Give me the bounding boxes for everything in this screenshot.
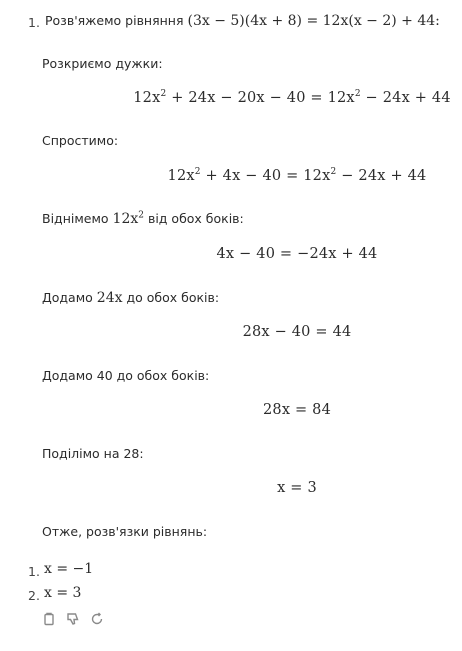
- solution-value-2: x = 3: [44, 585, 82, 601]
- step-number: 1.: [28, 15, 40, 30]
- equation-add24: 28x − 40 = 44: [242, 324, 352, 340]
- regenerate-icon[interactable]: [90, 612, 104, 626]
- add40-label: Додамо 40 до обох боків:: [42, 368, 210, 383]
- add24-label: Додамо 24x до обох боків:: [42, 290, 220, 306]
- subtract-label: Віднімемо $12x^2$ від обох боків:: [42, 210, 244, 227]
- solution-number-2: 2.: [28, 588, 40, 603]
- message-actions: [42, 612, 104, 626]
- step-intro-equation: (3x − 5)(4x + 8) = 12x(x − 2) + 44:: [187, 13, 440, 29]
- divide-label: Поділімо на 28:: [42, 446, 144, 461]
- solution-value-1: x = −1: [44, 561, 94, 577]
- simplify-label: Спростимо:: [42, 133, 119, 148]
- equation-divided: x = 3: [277, 480, 317, 496]
- thumbs-down-icon[interactable]: [66, 612, 80, 626]
- step-intro: [45, 13, 440, 29]
- equation-subtracted: 4x − 40 = −24x + 44: [216, 246, 378, 262]
- step-intro-text: Розв'яжемо рівняння: [45, 13, 184, 28]
- solution-number-1: 1.: [28, 564, 40, 579]
- expand-label: Розкриємо дужки:: [42, 56, 163, 71]
- conclusion-label: Отже, розв'язки рівнянь:: [42, 524, 208, 539]
- equation-add40: 28x = 84: [262, 402, 332, 418]
- equation-simplified: $12x^2 + 4x - 40 = 12x^2 - 24x + 44$: [167, 167, 427, 184]
- copy-icon[interactable]: [42, 612, 56, 626]
- equation-expanded: $12x^2 + 24x - 20x - 40 = 12x^2 - 24x + 44$: [133, 89, 451, 106]
